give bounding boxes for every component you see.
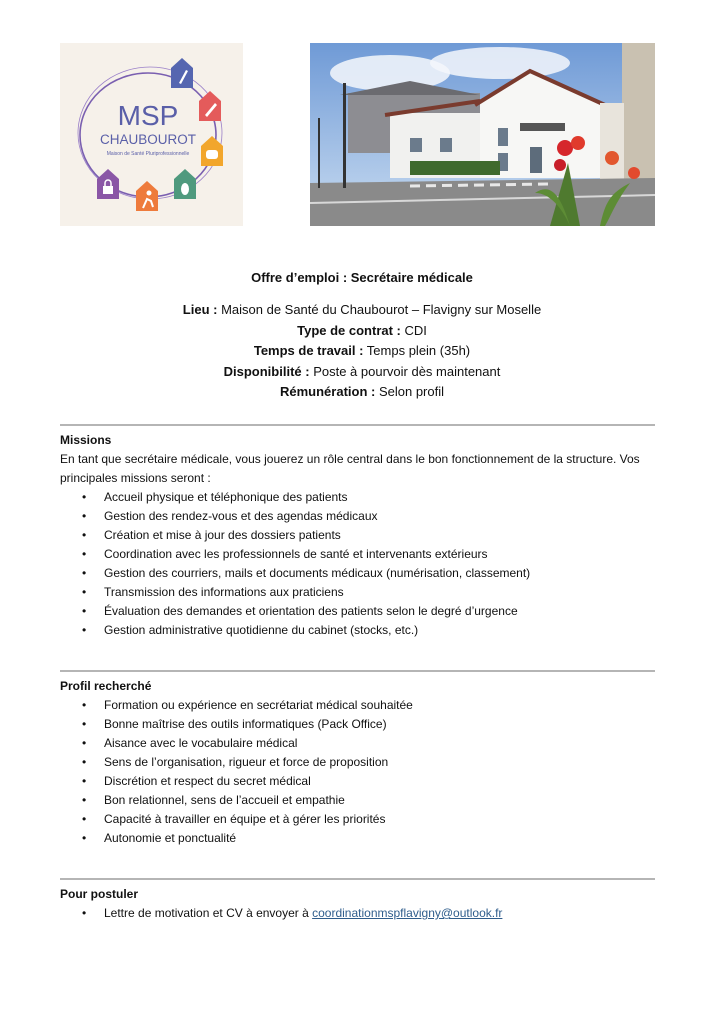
list-item: • Bon relationnel, sens de l’accueil et empathie (60, 791, 660, 810)
missions-intro: En tant que secrétaire médicale, vous jouerez un rôle central dans le bon fonctionnement de la structure. Vos principales missions seront : (60, 452, 640, 485)
profil-list (60, 696, 660, 848)
missions-list (60, 488, 660, 640)
section-divider (60, 670, 655, 672)
list-item: • Transmission des informations aux praticiens (60, 583, 660, 602)
postuler-list (60, 904, 660, 923)
section-divider (60, 424, 655, 426)
missions-title: Missions (60, 433, 112, 447)
logo-msp-text: MSP (117, 100, 179, 131)
detail-label: Lieu : (182, 302, 218, 317)
list-item: • Gestion des courriers, mails et documents médicaux (numérisation, classement) (60, 564, 660, 583)
profil-title: Profil recherché (60, 679, 152, 693)
detail-row-remuneration (0, 382, 724, 403)
offer-details (0, 300, 724, 403)
detail-row-temps (0, 341, 724, 362)
list-item: • Création et mise à jour des dossiers patients (60, 526, 660, 545)
detail-row-contrat (0, 321, 724, 342)
list-item (60, 904, 660, 923)
list-item: • Formation ou expérience en secrétariat médical souhaitée (60, 696, 660, 715)
syringe-house-icon (199, 91, 221, 121)
postuler-text: Lettre de motivation et CV à envoyer à (104, 906, 313, 920)
logo-tagline: Maison de Santé Pluriprofessionnelle (106, 151, 190, 157)
list-item: • Gestion administrative quotidienne du cabinet (stocks, etc.) (60, 621, 660, 640)
detail-value: Selon profil (375, 384, 444, 399)
detail-value: Poste à pourvoir dès maintenant (309, 363, 501, 379)
list-item: • Capacité à travailler en équipe et à gérer les priorités (60, 810, 660, 829)
email-link[interactable]: coordinationmspflavigny@outlook.fr (312, 906, 503, 920)
list-item: • Accueil physique et téléphonique des patients (60, 488, 660, 507)
detail-row-disponibilite (0, 362, 724, 383)
postuler-title: Pour postuler (60, 887, 139, 901)
detail-value: Maison de Santé du Chaubourot – Flavigny sur Moselle (217, 302, 542, 317)
detail-label: Type de contrat : (297, 322, 401, 338)
msp-logo (60, 43, 243, 226)
offer-title: Offre d’emploi : Secrétaire médicale (251, 270, 473, 285)
list-item: • Évaluation des demandes et orientation des patients selon le degré d’urgence (60, 602, 660, 621)
detail-label: Disponibilité : (223, 363, 310, 379)
building-photo (310, 43, 655, 226)
pen-house-icon (171, 58, 193, 88)
list-item: • Coordination avec les professionnels de santé et intervenants extérieurs (60, 545, 660, 564)
logo-name-text: CHAUBOUROT (99, 132, 197, 147)
list-item: • Sens de l’organisation, rigueur et force de proposition (60, 753, 660, 772)
section-divider (60, 878, 655, 880)
detail-row-lieu (0, 300, 724, 321)
list-item: • Autonomie et ponctualité (60, 829, 660, 848)
runner-house-icon (136, 181, 158, 211)
foot-house-icon (174, 169, 196, 199)
chat-house-icon (201, 136, 223, 166)
list-item: • Aisance avec le vocabulaire médical (60, 734, 660, 753)
detail-value: Temps plein (35h) (363, 343, 471, 358)
list-item: • Discrétion et respect du secret médical (60, 772, 660, 791)
detail-label: Temps de travail : (253, 343, 364, 358)
detail-label: Rémunération : (280, 384, 376, 399)
lock-house-icon (97, 169, 119, 199)
list-item: • Gestion des rendez-vous et des agendas médicaux (60, 507, 660, 526)
detail-value: CDI (400, 322, 427, 338)
list-item: • Bonne maîtrise des outils informatiques (Pack Office) (60, 715, 660, 734)
